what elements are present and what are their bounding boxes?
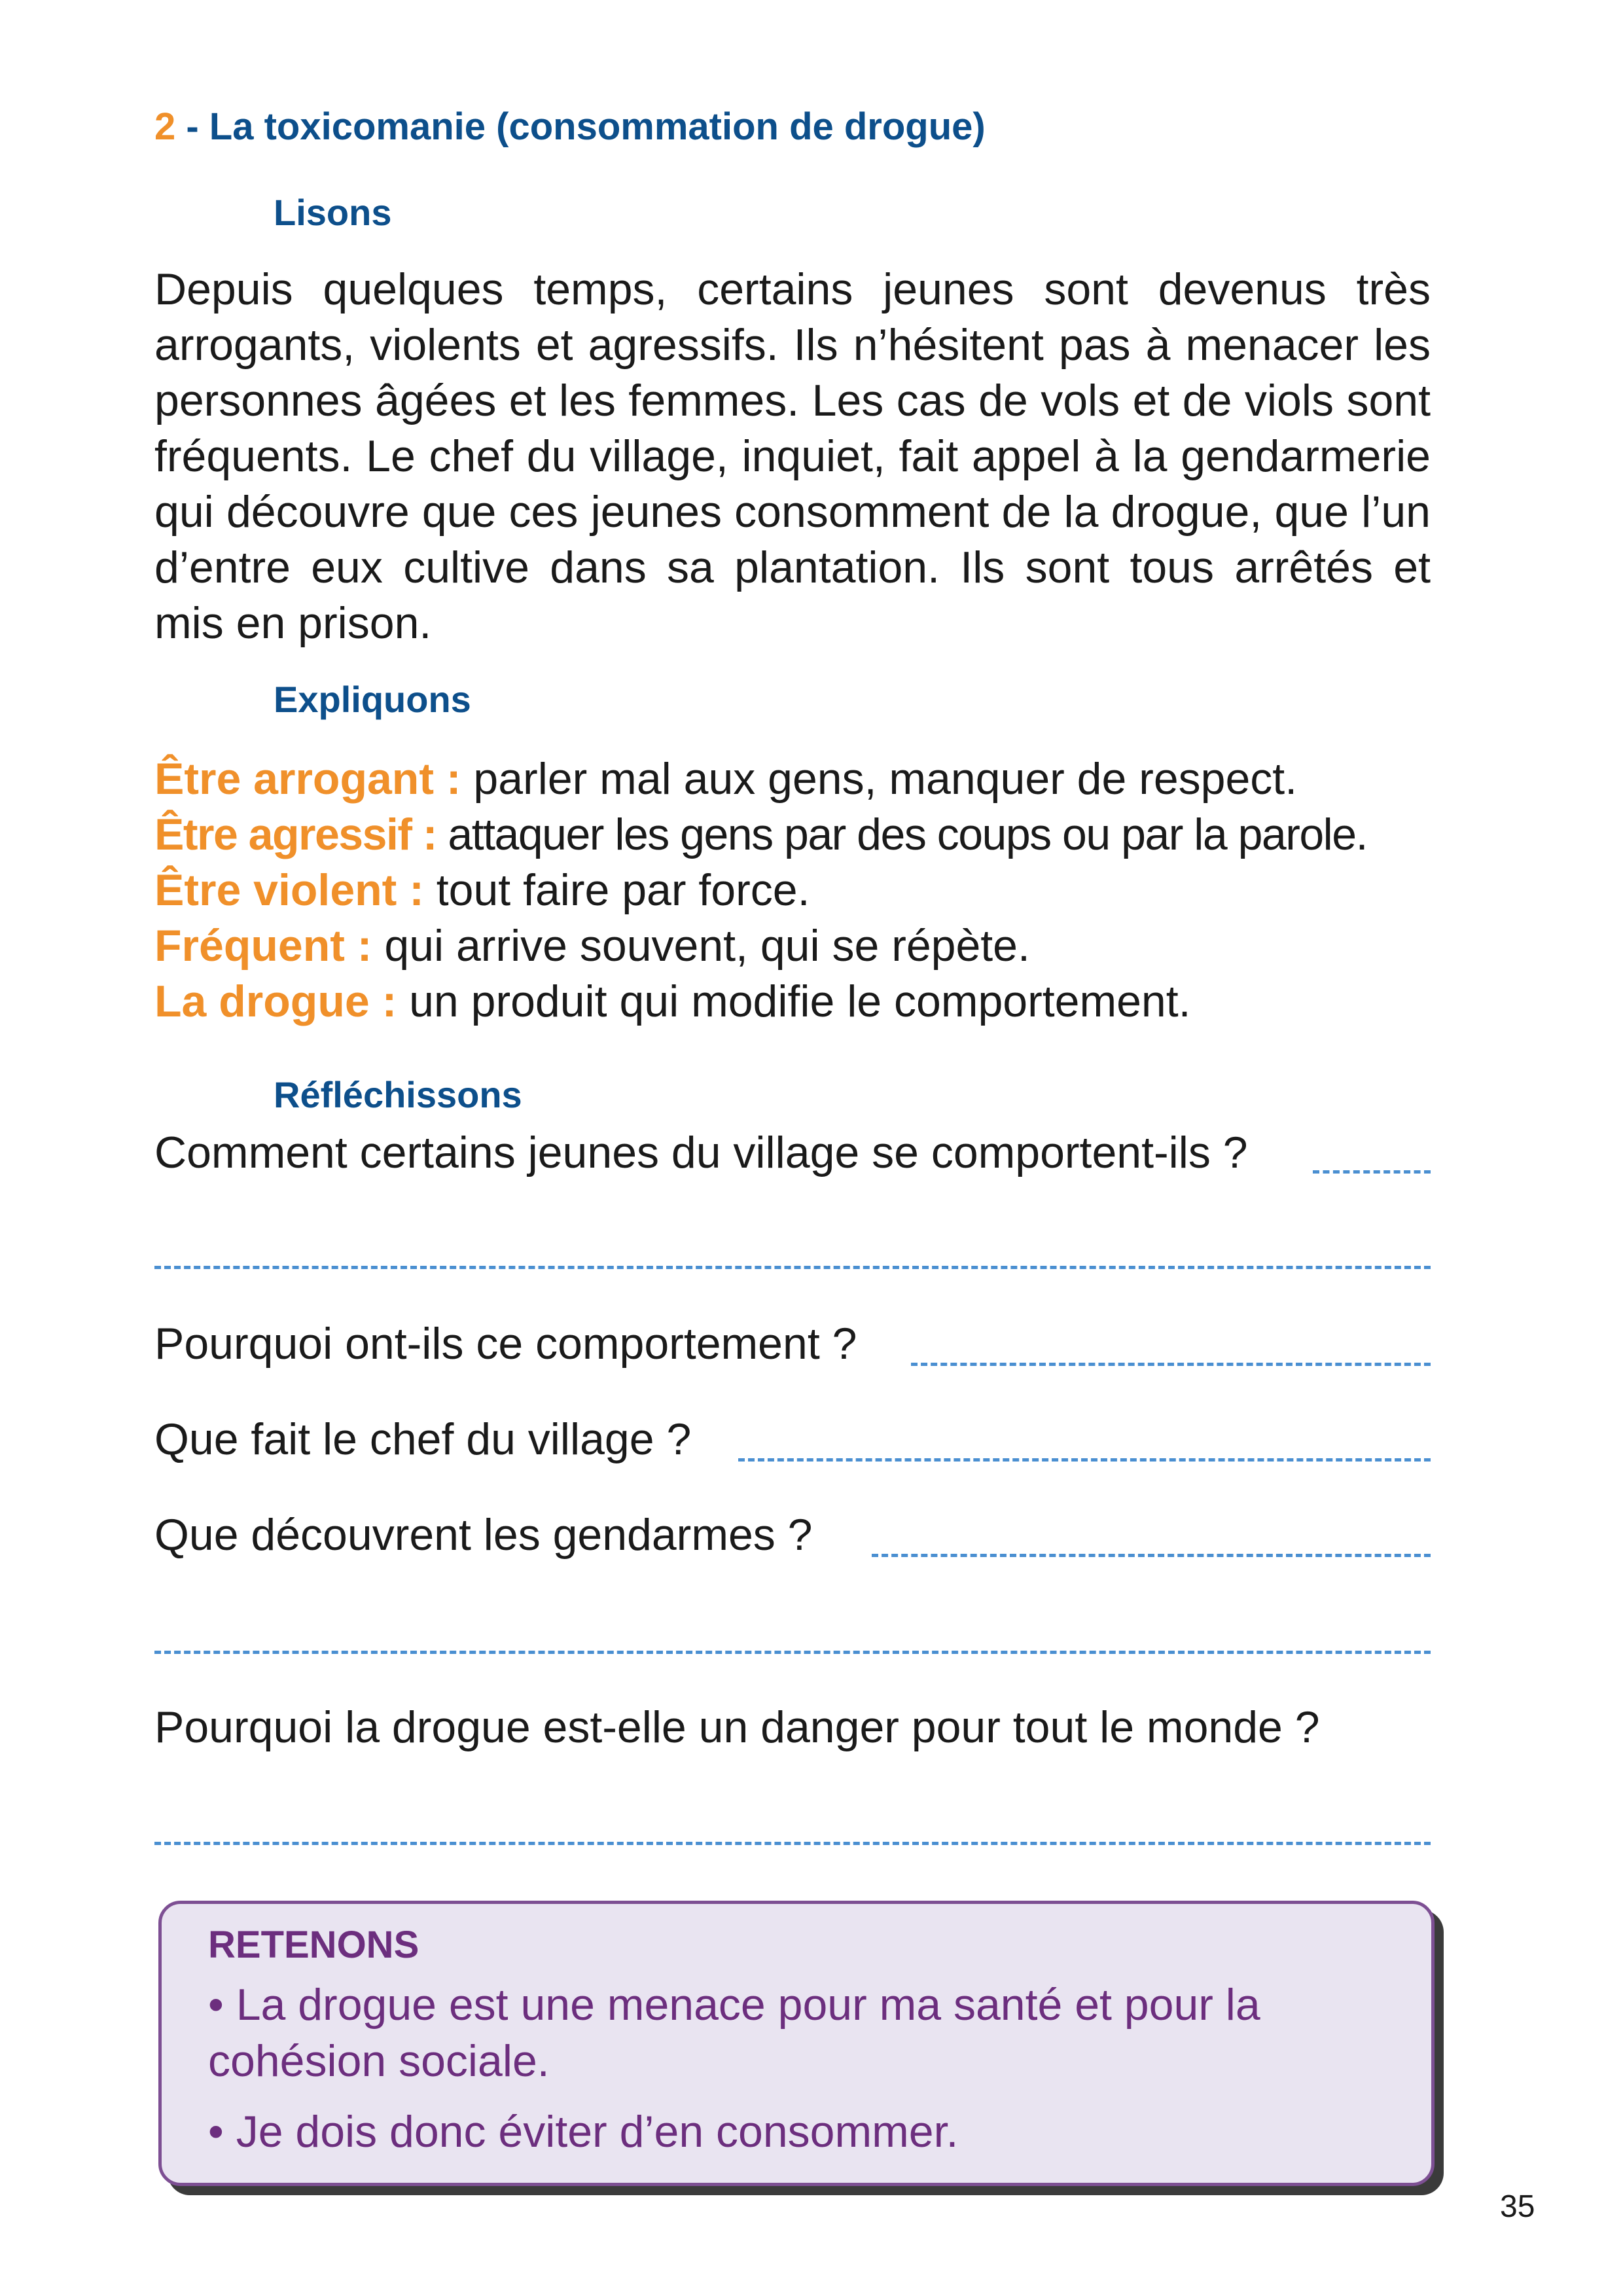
answer-line[interactable] — [1313, 1170, 1431, 1174]
section-title-text: - La toxicomanie (consommation de drogue) — [175, 105, 986, 148]
section-title — [154, 105, 986, 149]
retenons-points — [208, 1977, 1406, 2174]
definition-term: La drogue : — [154, 977, 397, 1026]
definition-item — [154, 863, 1483, 918]
question-5: Pourquoi la drogue est-elle un danger pour tout le monde ? — [154, 1702, 1320, 1752]
definition-text: attaquer les gens par des coups ou par la parole. — [437, 810, 1367, 859]
definition-text: parler mal aux gens, manquer de respect. — [461, 754, 1298, 804]
answer-line[interactable] — [154, 1266, 1431, 1269]
definition-term: Être violent : — [154, 865, 424, 915]
definition-term: Être agressif : — [154, 810, 437, 859]
answer-line[interactable] — [911, 1363, 1431, 1366]
retenons-point: • Je dois donc éviter d’en consommer. — [208, 2107, 959, 2157]
definition-term: Être arrogant : — [154, 754, 461, 804]
lisons-heading: Lisons — [274, 192, 392, 233]
question-2: Pourquoi ont-ils ce comportement ? — [154, 1319, 857, 1369]
reading-passage: Depuis quelques temps, certains jeunes sont devenus très arrogants, violents et agressifs. Ils n’hésitent pas à menacer les personnes âgées et les femmes. Les cas de vols et de viols sont fréquents. Le chef du village, inquiet, fait appel à la gendarmerie qui découvre que ces jeunes consomment de la drogue, que l’un d’entre eux cultive dans sa plantation. Ils sont tous arrêtés et mis en prison. — [154, 264, 1431, 648]
definition-text: un produit qui modifie le comportement. — [397, 977, 1191, 1026]
answer-line[interactable] — [154, 1842, 1431, 1845]
question-4: Que découvrent les gendarmes ? — [154, 1510, 813, 1560]
section-number: 2 — [154, 105, 176, 148]
definitions-list — [154, 751, 1483, 1030]
answer-line[interactable] — [872, 1554, 1431, 1557]
definition-item — [154, 807, 1483, 863]
retenons-heading: RETENONS — [208, 1924, 419, 1966]
definition-item — [154, 918, 1483, 974]
definition-item — [154, 751, 1483, 807]
definition-text: qui arrive souvent, qui se répète. — [372, 921, 1030, 971]
question-1: Comment certains jeunes du village se comportent-ils ? — [154, 1128, 1248, 1177]
reflechissons-heading: Réfléchissons — [274, 1074, 522, 1115]
question-3: Que fait le chef du village ? — [154, 1414, 692, 1464]
definition-item — [154, 974, 1483, 1030]
page-number: 35 — [1500, 2189, 1535, 2224]
definition-term: Fréquent : — [154, 921, 372, 971]
answer-line[interactable] — [154, 1651, 1431, 1654]
definition-text: tout faire par force. — [423, 865, 810, 915]
retenons-point: • La drogue est une menace pour ma santé et pour la cohésion sociale. — [208, 1980, 1260, 2086]
answer-line[interactable] — [738, 1458, 1431, 1462]
expliquons-heading: Expliquons — [274, 679, 471, 720]
